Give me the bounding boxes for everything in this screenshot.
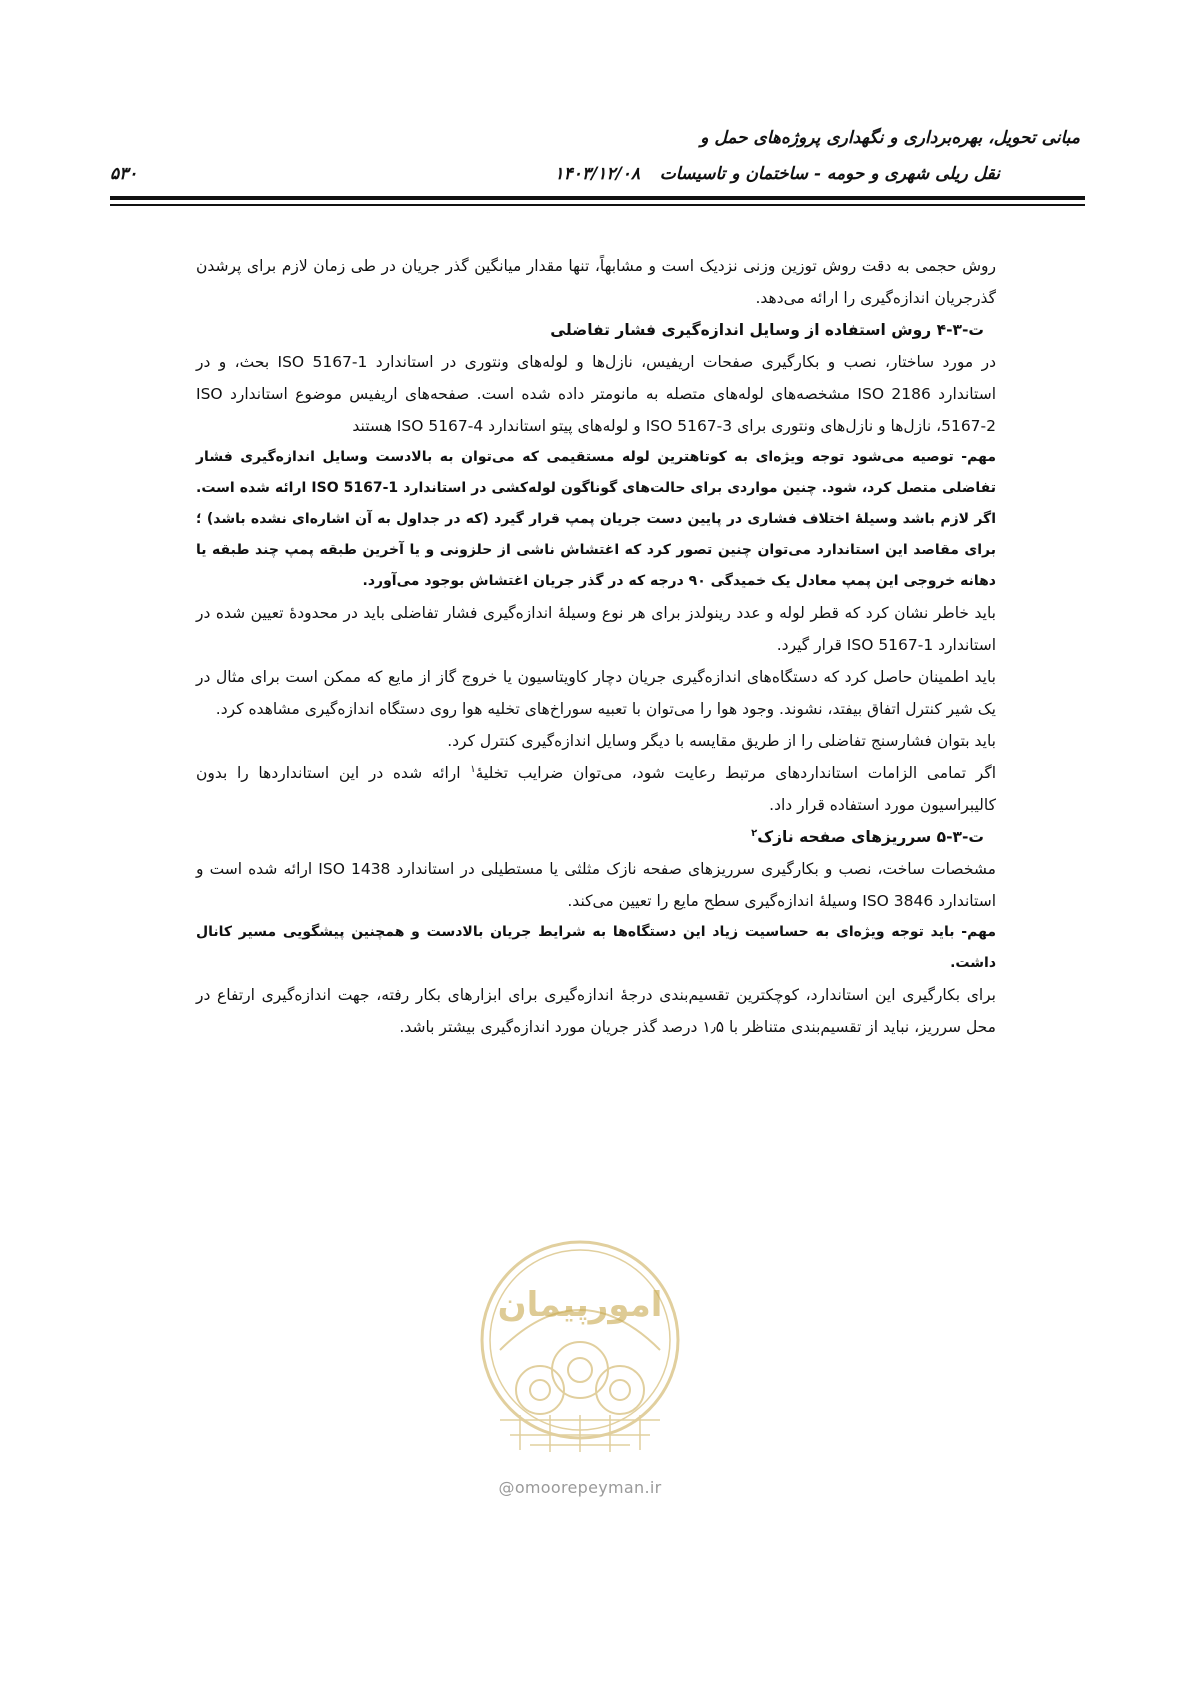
page-body	[196, 250, 996, 1043]
paragraph-volumetric: روش حجمی به دقت روش توزین وزنی نزدیک است و مشابهاً، تنها مقدار میانگین گذر جریان در طی زمان لازم برای پرشدن گذرجریان اندازه‌گیری را ارائه می‌دهد.	[196, 257, 996, 307]
discharge-text-a: اگر تمامی الزامات استانداردهای مرتبط رعایت شود، می‌توان ضرایب تخلیۀ	[475, 764, 997, 782]
paragraph-cavitation: باید اطمینان حاصل کرد که دستگاه‌های اندازه‌گیری جریان دچار کاویتاسیون یا خروج گاز از مایع که ممکن است برای مثال در یک شیر کنترل اتفاق بیفتد، نشوند. وجود هوا را می‌توان با تعبیه سوراخ‌های تخلیه هوا روی دستگاه اندازه‌گیری مشاهده کرد.	[196, 668, 996, 718]
header-rule-thin	[110, 204, 1085, 206]
header-title-line1: مبانی تحویل، بهره‌برداری و نگهداری پروژه‌های حمل و	[700, 128, 1080, 148]
seal-text: امورپیمان	[497, 1285, 663, 1325]
gear-seal-icon	[460, 1230, 700, 1470]
page-number: ۵۳۰	[110, 164, 138, 184]
section-heading-differential-pressure: ت-۳-۴ روش استفاده از وسایل اندازه‌گیری فشار تفاضلی	[550, 321, 984, 339]
footnote-ref-1: ۱	[470, 763, 476, 775]
paragraph-iso-5167: در مورد ساختار، نصب و بکارگیری صفحات اریفیس، نازل‌ها و لوله‌های ونتوری در استاندارد ISO 5167-1 بحث، و در استاندارد ISO 2186 مشخصه‌های لوله‌های متصله به مانومتر داده شده است. صفحه‌های اریفیس موضوع استاندارد ISO 5167-2، نازل‌ها و نازل‌های ونتوری برای ISO 5167-3 و لوله‌های پیتو استاندارد ISO 5167-4 هستند	[196, 353, 996, 435]
footnote-ref-2: ۲	[751, 827, 758, 839]
paragraph-graduation: برای بکارگیری این استاندارد، کوچکترین تقسیم‌بندی درجۀ اندازه‌گیری برای ابزارهای بکار رفته، جهت اندازه‌گیری ارتفاع در محل سرریز، نباید از تقسیم‌بندی متناظر با ۱٫۵ درصد گذر جریان مورد اندازه‌گیری بیشتر باشد.	[196, 986, 996, 1036]
seal-graphic	[460, 1230, 700, 1470]
header-rule-thick	[110, 196, 1085, 200]
header-line2	[110, 164, 1080, 194]
important-note-weirs: مهم- باید توجه ویژه‌ای به حساسیت زیاد این دستگاه‌ها به شرایط جریان بالادست و همچنین پیشگویی مسیر کانال داشت.	[196, 924, 996, 971]
header-title-line2: نقل ریلی شهری و حومه - ساختمان و تاسیسات	[659, 164, 1000, 184]
paragraph-discharge-coefficients	[196, 757, 996, 821]
paragraph-reynolds: باید خاطر نشان کرد که قطر لوله و عدد رینولدز برای هر نوع وسیلۀ اندازه‌گیری فشار تفاضلی باید در محدودۀ تعیین شده در استاندارد ISO 5167-1 قرار گیرد.	[196, 604, 996, 654]
discharge-text-b: ارائه شده در این استانداردها را بدون کالیبراسیون مورد استفاده قرار داد.	[196, 764, 996, 814]
header-date: ۱۴۰۳/۱۲/۰۸	[554, 164, 640, 184]
section-heading-thin-plate-weirs	[196, 821, 996, 853]
heading-weirs-text: ت-۳-۵ سرریزهای صفحه نازک	[757, 828, 984, 846]
paragraph-manometer-check: باید بتوان فشارسنج تفاضلی را از طریق مقایسه با دیگر وسایل اندازه‌گیری کنترل کرد.	[447, 732, 996, 750]
page-header	[110, 128, 1080, 194]
important-note-straight-pipe: مهم- توصیه می‌شود توجه ویژه‌ای به کوتاهترین لوله مستقیمی که می‌توان به بالادست وسایل اندازه‌گیری فشار تفاضلی متصل کرد، شود. چنین مواردی برای حالت‌های گوناگون لوله‌کشی در استاندارد ISO 5167-1 ارائه شده است. اگر لازم باشد وسیلۀ اختلاف فشاری در پایین دست جریان پمپ قرار گیرد (که در جداول به آن اشاره‌ای نشده باشد) ؛ برای مقاصد این استاندارد می‌توان چنین تصور کرد که اغتشاش ناشی از حلزونی و یا آخرین طبقه پمپ چند طبقه یا دهانه خروجی این پمپ معادل یک خمیدگی ۹۰ درجه که در گذر جریان اغتشاش بوجود می‌آورد.	[196, 449, 996, 589]
paragraph-iso-1438: مشخصات ساخت، نصب و بکارگیری سرریزهای صفحه نازک مثلثی یا مستطیلی در استاندارد ISO 1438 ارائه شده است و استاندارد ISO 3846 وسیلۀ اندازه‌گیری سطح مایع را تعیین می‌کند.	[196, 860, 996, 910]
watermark-site: @omoorepeyman.ir	[498, 1478, 662, 1497]
